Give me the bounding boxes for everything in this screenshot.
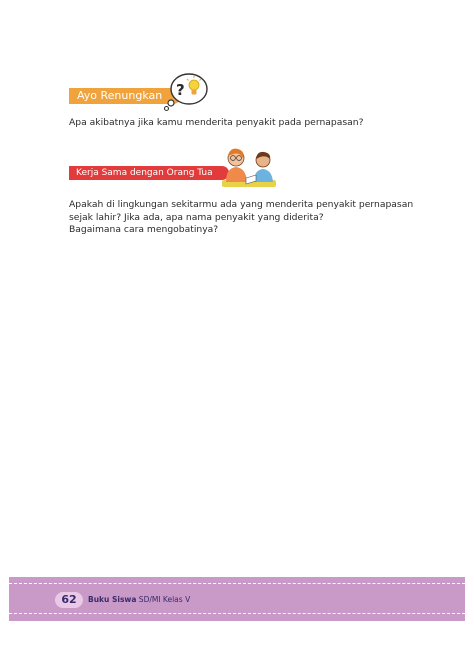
family-illustration-icon <box>216 144 278 192</box>
book-title-rest: SD/MI Kelas V <box>136 595 191 604</box>
paragraph-line: Bagaimana cara mengobatinya? <box>69 224 219 236</box>
footer-divider-top <box>9 583 465 584</box>
footer-divider-bottom <box>9 613 465 614</box>
paragraph-line: sejak lahir? Jika ada, apa nama penyakit yang diderita? <box>69 211 324 223</box>
paragraph-line: Apakah di lingkungan sekitarmu ada yang menderita penyakit pernapasan <box>69 199 414 210</box>
book-title <box>88 595 190 604</box>
book-title-bold: Buku Siswa <box>88 595 137 604</box>
thinking-bubble-icon <box>163 70 209 112</box>
family-task-paragraph <box>69 199 414 237</box>
svg-text:?: ? <box>176 81 185 99</box>
kerja-sama-banner <box>69 166 229 180</box>
ayo-renungkan-label: Ayo Renungkan <box>77 89 163 102</box>
page-number: 62 <box>61 593 77 606</box>
reflection-question: Apa akibatnya jika kamu menderita penyakit pada pernapasan? <box>69 117 364 128</box>
kerja-sama-label: Kerja Sama dengan Orang Tua <box>76 168 213 178</box>
